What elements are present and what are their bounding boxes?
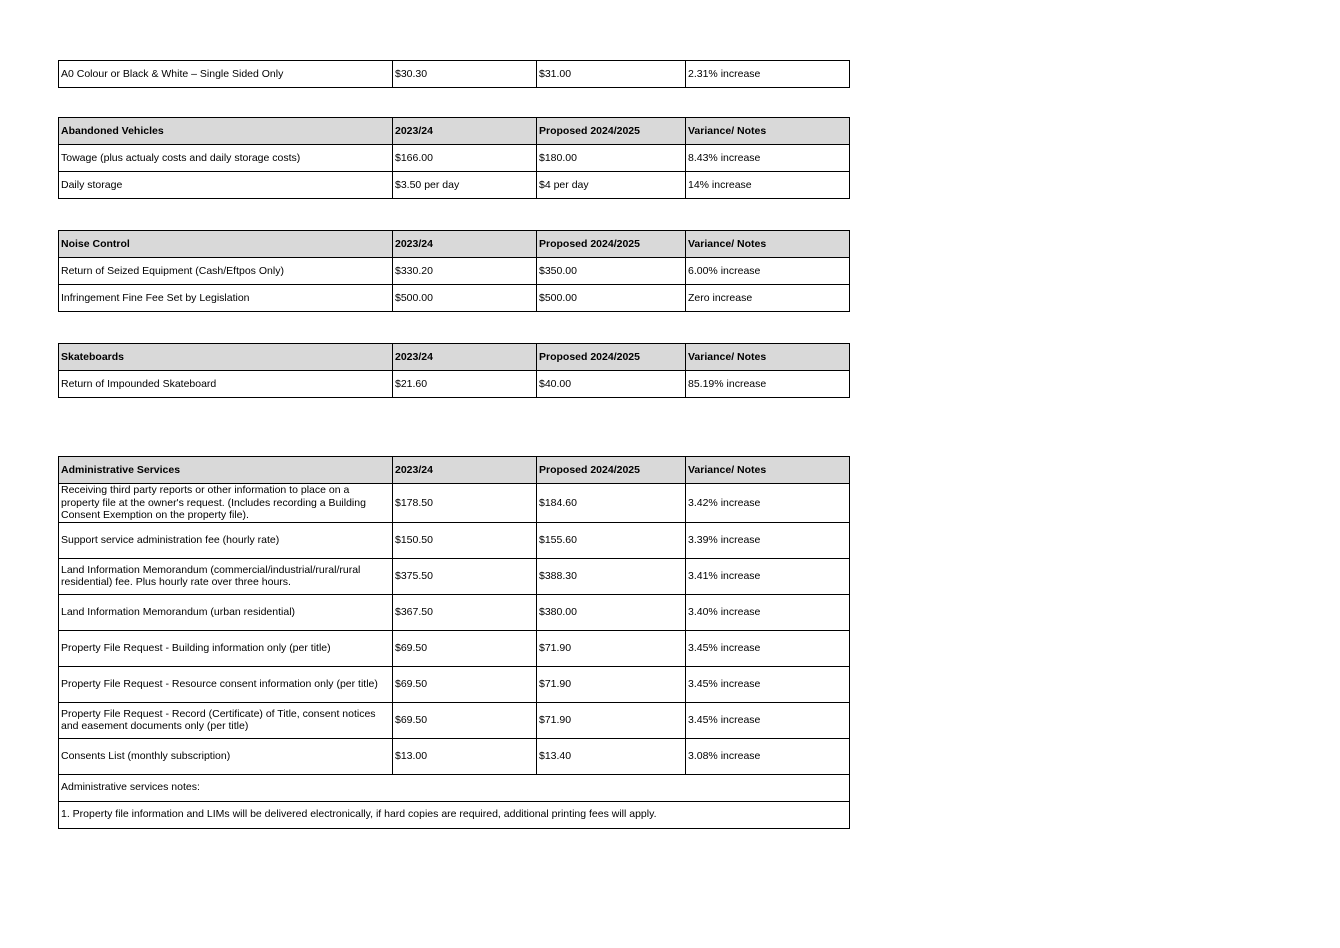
column-header: 2023/24	[393, 344, 537, 371]
table-row	[59, 702, 850, 738]
table-row	[59, 522, 850, 558]
fee-2023-24: $166.00	[393, 145, 537, 172]
fee-proposed: $71.90	[537, 702, 686, 738]
note-text: 1. Property file information and LIMs will be delivered electronically, if hard copies are required, additional printing fees will apply.	[59, 801, 850, 828]
fee-proposed: $40.00	[537, 371, 686, 398]
variance-note: 3.41% increase	[686, 558, 850, 594]
fee-2023-24: $30.30	[393, 61, 537, 88]
variance-note: 3.45% increase	[686, 702, 850, 738]
fee-2023-24: $330.20	[393, 258, 537, 285]
table-row	[59, 145, 850, 172]
section-title: Administrative Services	[59, 457, 393, 484]
fee-2023-24: $150.50	[393, 522, 537, 558]
column-header: 2023/24	[393, 457, 537, 484]
table-row	[59, 630, 850, 666]
fee-2023-24: $367.50	[393, 594, 537, 630]
item-description: Return of Impounded Skateboard	[59, 371, 393, 398]
table-header-row	[59, 231, 850, 258]
column-header: Variance/ Notes	[686, 231, 850, 258]
column-header: 2023/24	[393, 231, 537, 258]
abandoned-vehicles-table	[58, 117, 850, 199]
fee-2023-24: $69.50	[393, 702, 537, 738]
column-header: Variance/ Notes	[686, 457, 850, 484]
fee-2023-24: $13.00	[393, 738, 537, 774]
fee-proposed: $184.60	[537, 484, 686, 523]
table-row	[59, 371, 850, 398]
item-description: Property File Request - Building information only (per title)	[59, 630, 393, 666]
notes-title-row	[59, 774, 850, 801]
variance-note: 3.39% increase	[686, 522, 850, 558]
column-header: 2023/24	[393, 118, 537, 145]
table-header-row	[59, 457, 850, 484]
item-description: Property File Request - Record (Certificate) of Title, consent notices and easement documents only (per title)	[59, 702, 393, 738]
table-header-row	[59, 118, 850, 145]
table-row	[59, 666, 850, 702]
item-description: Land Information Memorandum (commercial/industrial/rural/rural residential) fee. Plus hourly rate over three hours.	[59, 558, 393, 594]
section-title: Noise Control	[59, 231, 393, 258]
item-description: Return of Seized Equipment (Cash/Eftpos Only)	[59, 258, 393, 285]
column-header: Proposed 2024/2025	[537, 457, 686, 484]
item-description: Consents List (monthly subscription)	[59, 738, 393, 774]
table-row	[59, 61, 850, 88]
column-header: Proposed 2024/2025	[537, 344, 686, 371]
section-title: Skateboards	[59, 344, 393, 371]
section-title: Abandoned Vehicles	[59, 118, 393, 145]
item-description: Property File Request - Resource consent information only (per title)	[59, 666, 393, 702]
item-description: Support service administration fee (hourly rate)	[59, 522, 393, 558]
table-header-row	[59, 344, 850, 371]
variance-note: 3.40% increase	[686, 594, 850, 630]
item-description: Receiving third party reports or other information to place on a property file at the owner's request. (Includes recording a Building Consent Exemption on the property file).	[59, 484, 393, 523]
print-fees-table	[58, 60, 850, 88]
column-header: Variance/ Notes	[686, 118, 850, 145]
fee-2023-24: $178.50	[393, 484, 537, 523]
skateboards-table	[58, 343, 850, 398]
table-row	[59, 258, 850, 285]
item-description: Land Information Memorandum (urban residential)	[59, 594, 393, 630]
table-row	[59, 285, 850, 312]
item-description: A0 Colour or Black & White – Single Sided Only	[59, 61, 393, 88]
fee-proposed: $380.00	[537, 594, 686, 630]
fee-proposed: $71.90	[537, 666, 686, 702]
fee-proposed: $4 per day	[537, 172, 686, 199]
fee-2023-24: $69.50	[393, 666, 537, 702]
fee-2023-24: $3.50 per day	[393, 172, 537, 199]
table-row	[59, 484, 850, 523]
fee-proposed: $180.00	[537, 145, 686, 172]
column-header: Variance/ Notes	[686, 344, 850, 371]
fee-proposed: $31.00	[537, 61, 686, 88]
fee-2023-24: $21.60	[393, 371, 537, 398]
item-description: Daily storage	[59, 172, 393, 199]
fee-proposed: $155.60	[537, 522, 686, 558]
fee-proposed: $71.90	[537, 630, 686, 666]
variance-note: 3.42% increase	[686, 484, 850, 523]
fee-proposed: $350.00	[537, 258, 686, 285]
variance-note: 3.08% increase	[686, 738, 850, 774]
notes-title: Administrative services notes:	[59, 774, 850, 801]
item-description: Infringement Fine Fee Set by Legislation	[59, 285, 393, 312]
variance-note: 8.43% increase	[686, 145, 850, 172]
variance-note: 3.45% increase	[686, 630, 850, 666]
fee-proposed: $388.30	[537, 558, 686, 594]
item-description: Towage (plus actualy costs and daily storage costs)	[59, 145, 393, 172]
fee-2023-24: $375.50	[393, 558, 537, 594]
variance-note: 2.31% increase	[686, 61, 850, 88]
variance-note: Zero increase	[686, 285, 850, 312]
note-row	[59, 801, 850, 828]
fee-2023-24: $69.50	[393, 630, 537, 666]
table-row	[59, 738, 850, 774]
variance-note: 14% increase	[686, 172, 850, 199]
table-row	[59, 172, 850, 199]
noise-control-table	[58, 230, 850, 312]
administrative-services-table	[58, 456, 850, 829]
variance-note: 3.45% increase	[686, 666, 850, 702]
variance-note: 6.00% increase	[686, 258, 850, 285]
column-header: Proposed 2024/2025	[537, 231, 686, 258]
column-header: Proposed 2024/2025	[537, 118, 686, 145]
variance-note: 85.19% increase	[686, 371, 850, 398]
table-row	[59, 594, 850, 630]
fee-proposed: $500.00	[537, 285, 686, 312]
fee-2023-24: $500.00	[393, 285, 537, 312]
fee-proposed: $13.40	[537, 738, 686, 774]
table-row	[59, 558, 850, 594]
